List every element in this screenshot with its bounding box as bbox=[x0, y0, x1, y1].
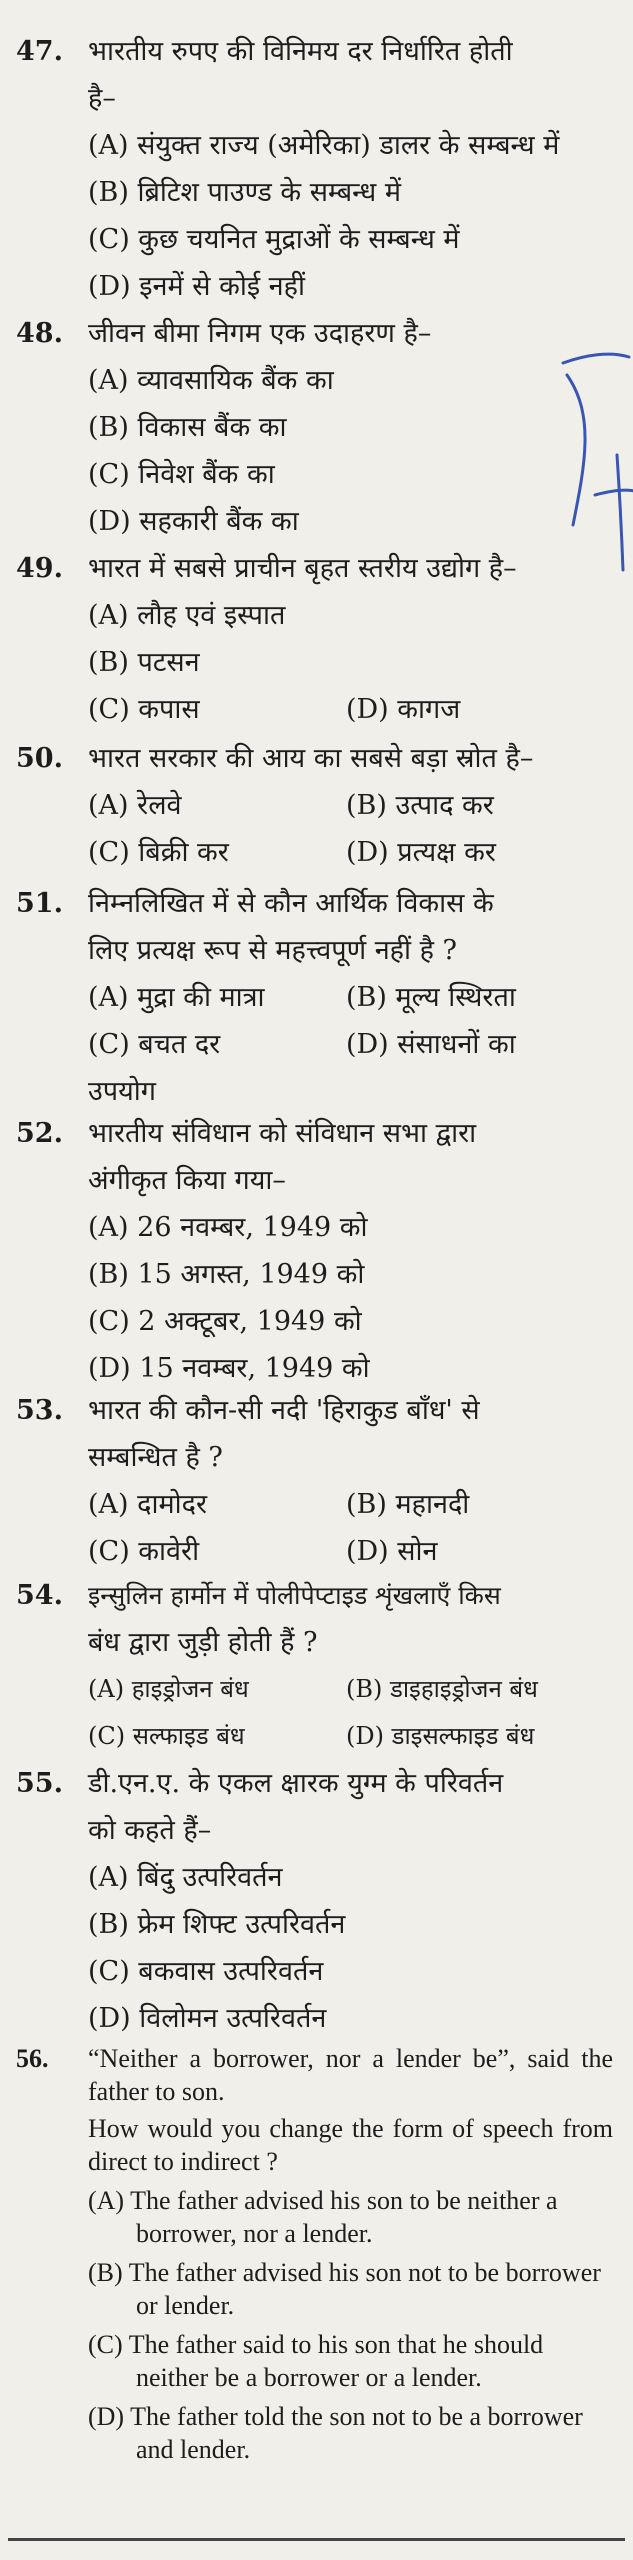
question-text: को कहते हैं– bbox=[88, 1815, 212, 1846]
question-number: 50. bbox=[16, 743, 63, 774]
option-b: (B) उत्पाद कर bbox=[346, 790, 494, 821]
option-b: (B) ब्रिटिश पाउण्ड के सम्बन्ध में bbox=[88, 177, 401, 208]
option-a: (A) 26 नवम्बर, 1949 को bbox=[88, 1212, 368, 1243]
option-a: (A) लौह एवं इस्पात bbox=[88, 600, 286, 631]
question-text: निम्नलिखित में से कौन आर्थिक विकास के bbox=[88, 888, 494, 919]
option-d: (D) 15 नवम्बर, 1949 को bbox=[88, 1353, 370, 1384]
question-text: सम्बन्धित है ? bbox=[88, 1442, 223, 1473]
option-c: (C) बचत दर bbox=[88, 1029, 221, 1060]
question-53 bbox=[0, 1387, 633, 1575]
option-d: (D) विलोमन उत्परिवर्तन bbox=[88, 2003, 327, 2034]
question-text: अंगीकृत किया गया– bbox=[88, 1165, 286, 1196]
question-text: लिए प्रत्यक्ष रूप से महत्त्वपूर्ण नहीं है ? bbox=[88, 935, 457, 966]
option-c: (C) कपास bbox=[88, 694, 200, 725]
option-b: (B) मूल्य स्थिरता bbox=[346, 982, 516, 1013]
option-row bbox=[88, 1481, 633, 1528]
option-c: (C) बिक्री कर bbox=[88, 837, 229, 868]
option-a: (A) हाइड्रोजन बंध bbox=[88, 1675, 249, 1703]
question-text: भारत की कौन-सी नदी 'हिराकुड बाँध' से bbox=[88, 1395, 480, 1426]
question-49 bbox=[0, 545, 633, 733]
question-number: 49. bbox=[16, 553, 63, 584]
option-a: (A) व्यावसायिक बैंक का bbox=[88, 365, 334, 396]
question-text: भारतीय रुपए की विनिमय दर निर्धारित होती bbox=[88, 36, 513, 67]
option-row bbox=[88, 974, 633, 1021]
question-52 bbox=[0, 1110, 633, 1392]
option-c: (C) बकवास उत्परिवर्तन bbox=[88, 1956, 324, 1987]
question-56 bbox=[0, 2042, 633, 2466]
option-d: (D) प्रत्यक्ष कर bbox=[346, 837, 496, 868]
question-55 bbox=[0, 1760, 633, 2042]
question-text: भारत सरकार की आय का सबसे बड़ा स्रोत है– bbox=[88, 743, 534, 774]
question-number: 55. bbox=[16, 1768, 63, 1799]
option-row bbox=[88, 686, 633, 733]
question-text: जीवन बीमा निगम एक उदाहरण है– bbox=[88, 318, 432, 349]
bottom-divider bbox=[8, 2538, 625, 2541]
option-d: (D) इनमें से कोई नहीं bbox=[88, 271, 305, 302]
question-text: है– bbox=[88, 83, 116, 114]
option-a: (A) बिंदु उत्परिवर्तन bbox=[88, 1862, 283, 1893]
option-c: (C) 2 अक्टूबर, 1949 को bbox=[88, 1306, 362, 1337]
option-row bbox=[88, 1021, 633, 1068]
option-c: (C) The father said to his son that he should neither be a borrower or a lender. bbox=[88, 2330, 544, 2392]
question-51 bbox=[0, 880, 633, 1115]
question-50 bbox=[0, 735, 633, 876]
option-d: (D) कागज bbox=[346, 694, 461, 725]
option-d: (D) सहकारी बैंक का bbox=[88, 506, 299, 537]
option-a: (A) The father advised his son to be neither a borrower, nor a lender. bbox=[88, 2186, 558, 2248]
option-row bbox=[88, 1713, 633, 1760]
question-number: 52. bbox=[16, 1118, 63, 1149]
option-c: (C) सल्फाइड बंध bbox=[88, 1722, 245, 1750]
option-b: (B) पटसन bbox=[88, 647, 200, 678]
question-number: 53. bbox=[16, 1395, 63, 1426]
question-48 bbox=[0, 310, 633, 545]
option-a: (A) संयुक्त राज्य (अमेरिका) डालर के सम्बन्ध में bbox=[88, 130, 560, 161]
option-row bbox=[88, 1528, 633, 1575]
option-row bbox=[88, 829, 633, 876]
question-number: 51. bbox=[16, 888, 63, 919]
option-b: (B) फ्रेम शिफ्ट उत्परिवर्तन bbox=[88, 1909, 346, 1940]
question-47 bbox=[0, 28, 633, 310]
question-text: भारतीय संविधान को संविधान सभा द्वारा bbox=[88, 1118, 477, 1149]
option-a: (A) मुद्रा की मात्रा bbox=[88, 982, 265, 1013]
option-c: (C) कुछ चयनित मुद्राओं के सम्बन्ध में bbox=[88, 224, 460, 255]
option-c: (C) कावेरी bbox=[88, 1536, 200, 1567]
question-text: How would you change the form of speech from direct to indirect ? bbox=[88, 2114, 613, 2176]
option-b: (B) महानदी bbox=[346, 1489, 470, 1520]
question-number: 47. bbox=[16, 36, 63, 67]
pen-mark-icon bbox=[555, 345, 633, 575]
option-row bbox=[88, 1666, 633, 1713]
option-d: (D) संसाधनों का bbox=[346, 1029, 516, 1060]
option-b: (B) डाइहाइड्रोजन बंध bbox=[346, 1675, 538, 1703]
option-b: (B) विकास बैंक का bbox=[88, 412, 287, 443]
option-d: (D) The father told the son not to be a borrower and lender. bbox=[88, 2402, 583, 2464]
option-c: (C) निवेश बैंक का bbox=[88, 459, 275, 490]
question-text: भारत में सबसे प्राचीन बृहत स्तरीय उद्योग है– bbox=[88, 553, 517, 584]
option-b: (B) The father advised his son not to be borrower or lender. bbox=[88, 2258, 601, 2320]
question-text: “Neither a borrower, nor a lender be”, said the father to son. bbox=[88, 2044, 613, 2106]
option-d: (D) सोन bbox=[346, 1536, 438, 1567]
question-54 bbox=[0, 1572, 633, 1760]
question-text: इन्सुलिन हार्मोन में पोलीपेप्टाइड शृंखलाएँ किस bbox=[88, 1581, 501, 1610]
option-d: (D) डाइसल्फाइड बंध bbox=[346, 1722, 535, 1750]
question-text: डी.एन.ए. के एकल क्षारक युग्म के परिवर्तन bbox=[88, 1768, 504, 1799]
question-number: 54. bbox=[16, 1580, 63, 1611]
option-d-continued: उपयोग bbox=[88, 1076, 156, 1107]
option-row bbox=[88, 782, 633, 829]
option-a: (A) दामोदर bbox=[88, 1489, 207, 1520]
question-text: बंध द्वारा जुड़ी होती हैं ? bbox=[88, 1627, 318, 1658]
option-a: (A) रेलवे bbox=[88, 790, 182, 821]
option-b: (B) 15 अगस्त, 1949 को bbox=[88, 1259, 365, 1290]
question-number: 48. bbox=[16, 318, 63, 349]
question-number: 56. bbox=[16, 2044, 49, 2073]
